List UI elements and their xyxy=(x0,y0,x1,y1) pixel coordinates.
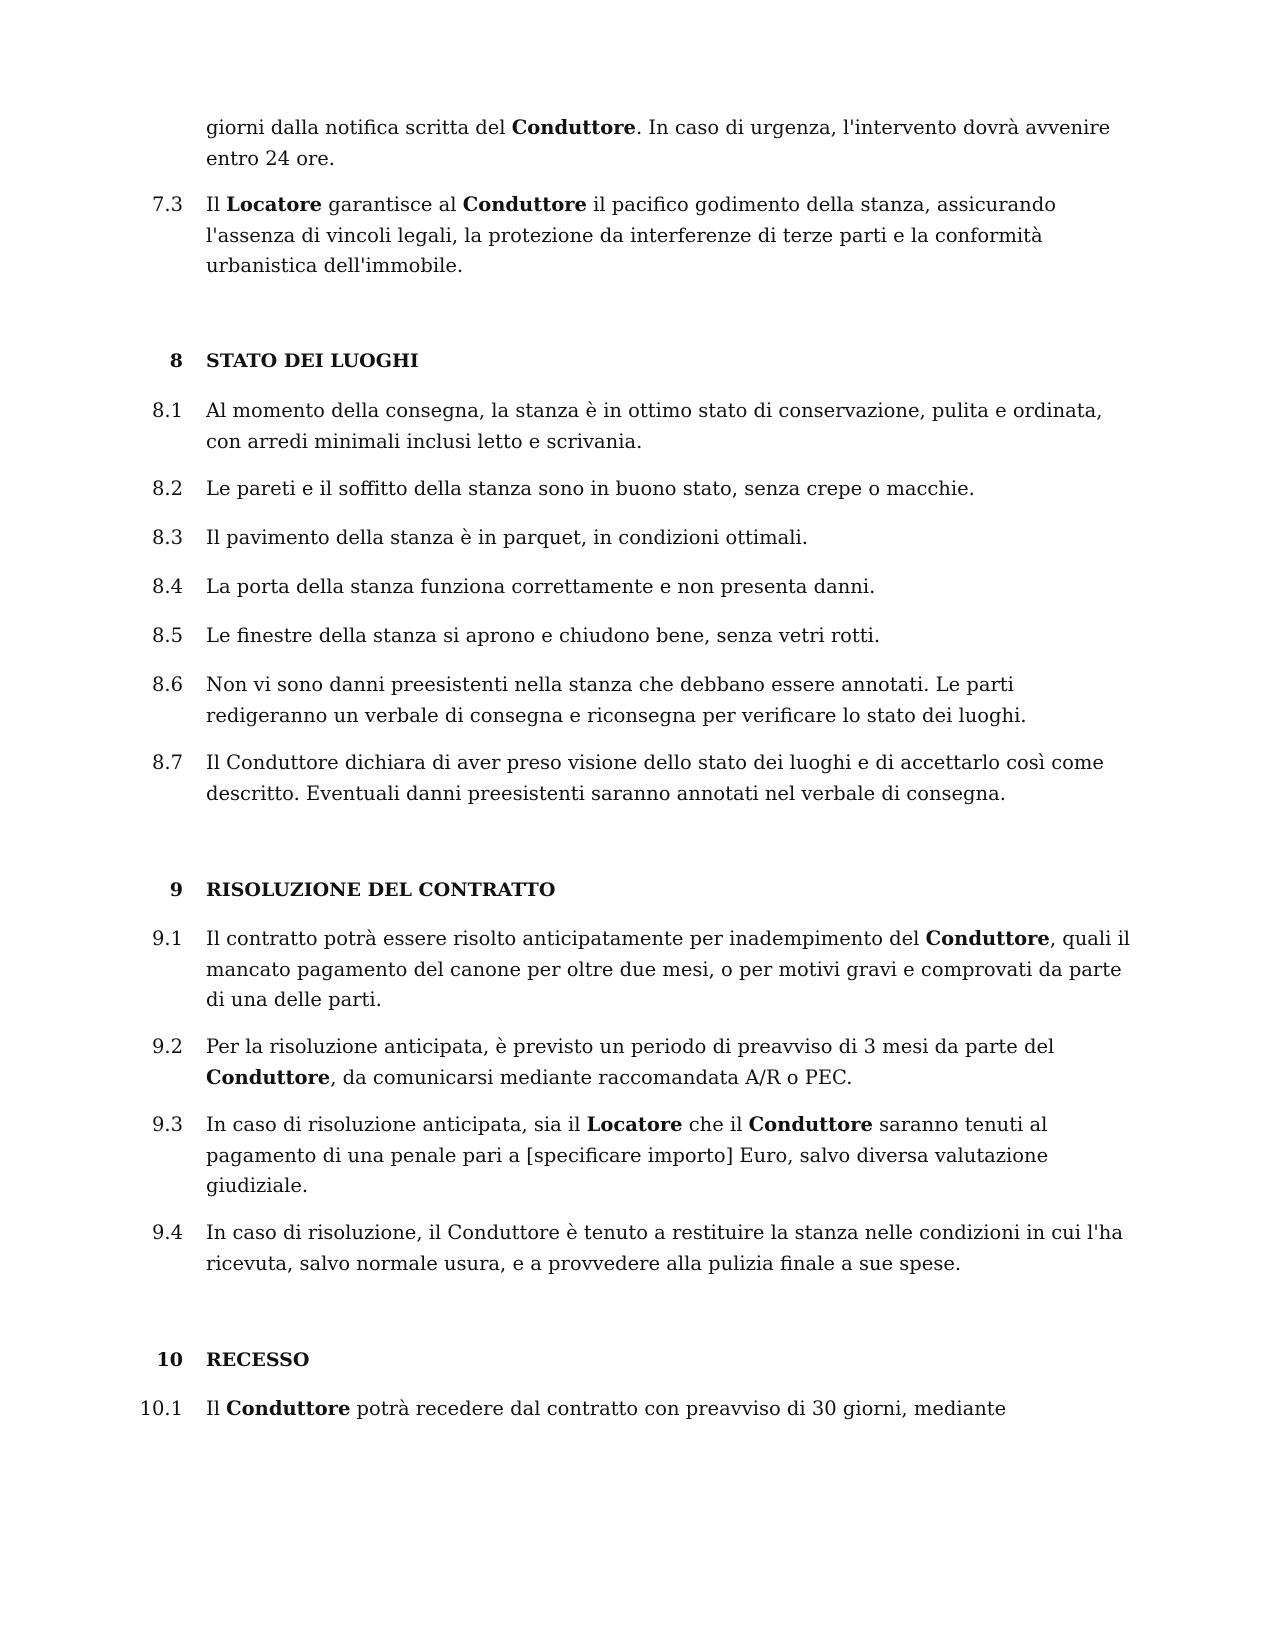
section-title: STATO DEI LUOGHI xyxy=(206,350,419,372)
clause-text: La porta della stanza funziona correttamente e non presenta danni. xyxy=(206,575,876,598)
clause-number: 8.4 xyxy=(151,575,183,598)
clause-number: 8.3 xyxy=(151,526,183,549)
clause-text-part: giorni dalla notifica scritta del xyxy=(206,116,512,139)
clause-text-part: Il xyxy=(206,1397,227,1420)
section-number: 10 xyxy=(156,1349,183,1371)
bold-term: Conduttore xyxy=(925,927,1050,950)
clause-number: 8.1 xyxy=(151,399,183,422)
clause-text-part: potrà recedere dal contratto con preavviso di 30 giorni, mediante xyxy=(350,1397,1007,1420)
clause-text: Non vi sono danni preesistenti nella stanza che debbano essere annotati. Le parti redigeranno un verbale di consegna e riconsegna per verificare lo stato dei luoghi. xyxy=(206,673,1027,727)
section-number: 8 xyxy=(169,350,183,372)
clause-text-part: saranno tenuti al pagamento di una penale pari a [specificare importo] Euro, salvo diversa valutazione giudiziale. xyxy=(206,1113,1049,1197)
clause-text xyxy=(206,1394,1136,1425)
clause-text-part: Il contratto potrà essere risolto anticipatamente per inadempimento del xyxy=(206,927,926,950)
clause-text-part: che il xyxy=(682,1113,749,1136)
clause-number: 8.5 xyxy=(151,624,183,647)
bold-term: Conduttore xyxy=(511,116,636,139)
clause-text xyxy=(206,1032,1136,1093)
clause-text xyxy=(206,113,1136,174)
section-title: RISOLUZIONE DEL CONTRATTO xyxy=(206,879,556,901)
bold-term: Conduttore xyxy=(748,1113,873,1136)
section-number: 9 xyxy=(169,879,183,901)
clause-number: 9.2 xyxy=(151,1035,183,1058)
clause-number: 9.4 xyxy=(151,1221,183,1244)
clause-text: Al momento della consegna, la stanza è in ottimo stato di conservazione, pulita e ordinata, con arredi minimali inclusi letto e scrivania. xyxy=(206,399,1103,453)
clause-text: In caso di risoluzione, il Conduttore è tenuto a restituire la stanza nelle condizioni in cui l'ha ricevuta, salvo normale usura, e a provvedere alla pulizia finale a sue spese. xyxy=(206,1221,1123,1275)
clause-text-part: . In caso di urgenza, l'intervento dovrà avvenire entro 24 ore. xyxy=(206,116,1111,170)
clause-text-part: Il xyxy=(206,193,227,216)
clause-text: Le finestre della stanza si aprono e chiudono bene, senza vetri rotti. xyxy=(206,624,881,647)
bold-term: Locatore xyxy=(586,1113,683,1136)
clause-text: Il pavimento della stanza è in parquet, in condizioni ottimali. xyxy=(206,526,808,549)
clause-text-part: garantisce al xyxy=(322,193,463,216)
clause-text xyxy=(206,1110,1136,1202)
clause-number: 8.6 xyxy=(151,673,183,696)
bold-term: Conduttore xyxy=(226,1397,351,1420)
clause-text-part: In caso di risoluzione anticipata, sia il xyxy=(206,1113,587,1136)
clause-number: 10.1 xyxy=(139,1397,183,1420)
clause-text-part: , quali il mancato pagamento del canone per oltre due mesi, o per motivi gravi e comprovati da parte di una delle parti. xyxy=(206,927,1131,1011)
clause-text-part: , da comunicarsi mediante raccomandata A/R o PEC. xyxy=(330,1065,853,1089)
bold-term: Conduttore xyxy=(206,1065,331,1089)
clause-text: Le pareti e il soffitto della stanza sono in buono stato, senza crepe o macchie. xyxy=(206,477,975,500)
bold-term: Locatore xyxy=(226,193,323,216)
clause-text xyxy=(206,190,1136,282)
clause-number: 8.2 xyxy=(151,477,183,500)
clause-text-part: Per la risoluzione anticipata, è previsto un periodo di preavviso di 3 mesi da parte del xyxy=(206,1035,1055,1058)
clause-text-part: il pacifico godimento della stanza, assicurando l'assenza di vincoli legali, la protezione da interferenze di terze parti e la conformità urbanistica dell'immobile. xyxy=(206,193,1056,277)
clause-text xyxy=(206,924,1136,1016)
clause-number: 8.7 xyxy=(151,751,183,774)
clause-text: Il Conduttore dichiara di aver preso visione dello stato dei luoghi e di accettarlo così come descritto. Eventuali danni preesistenti saranno annotati nel verbale di consegna. xyxy=(206,751,1104,805)
bold-term: Conduttore xyxy=(462,193,587,216)
clause-number: 9.3 xyxy=(151,1113,183,1136)
section-title: RECESSO xyxy=(206,1349,310,1371)
clause-number: 9.1 xyxy=(151,927,183,950)
clause-number: 7.3 xyxy=(151,193,183,216)
